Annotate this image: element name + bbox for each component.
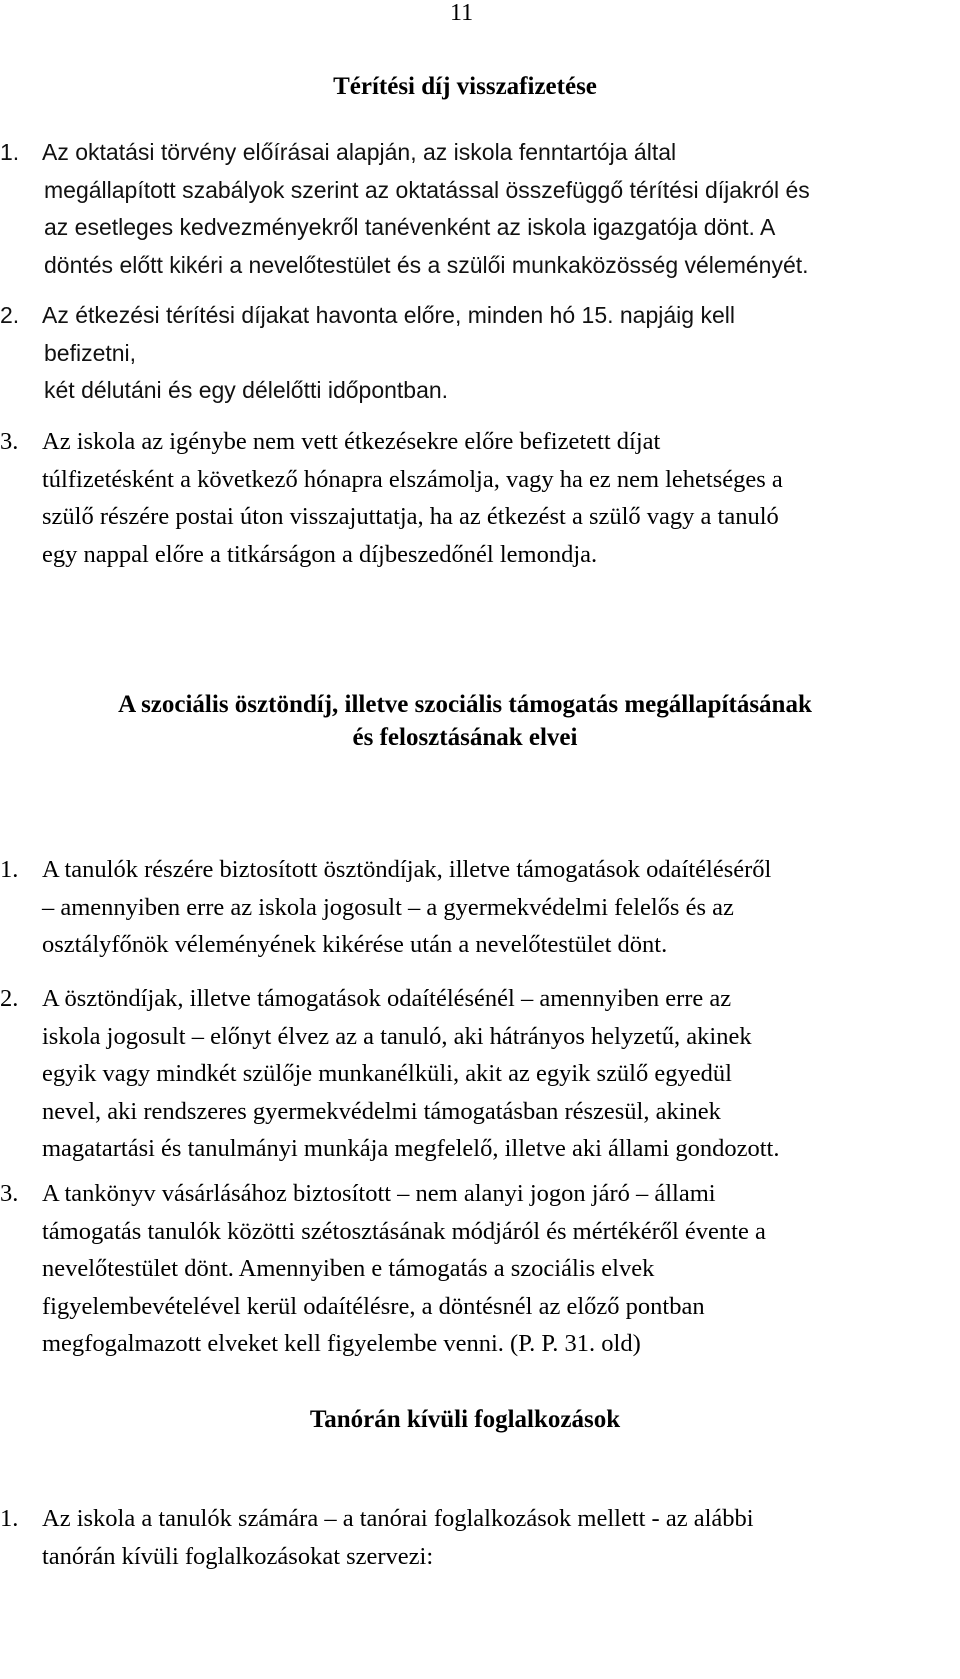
section-title-social-scholarship: A szociális ösztöndíj, illetve szociális támogatás megállapításának és felosztásának elvei [118, 691, 812, 751]
list-item: 3. A tankönyv vásárlásához biztosított – nem alanyi jogon járó – állami támogatás tanulók közötti szétosztásának módjáról és mértékéről évente a nevelőtestület dönt. Amennyiben e támogatás a szociális elvek figyelembevételével kerül odaítélésre, a döntésnél az előző pontban megfogalmazott elveket kell figyelembe venni. (P. P. 31. old) [0, 1180, 766, 1357]
section-title-fee-refund: Térítési díj visszafizetése [333, 73, 597, 100]
list-item: 2. A ösztöndíjak, illetve támogatások odaítélésénél – amennyiben erre az iskola jogosult – előnyt élvez az a tanuló, aki hátrányos helyzetű, akinek egyik vagy mindkét szülője munkanélküli, akit az egyik szülő egyedül nevel, aki rendszeres gyermekvédelmi támogatásban részesül, akinek magatartási és tanulmányi munkája megfelelő, illetve aki állami gondozott. [0, 985, 780, 1162]
list-item: 1. Az iskola a tanulók számára – a tanórai foglalkozások mellett - az alábbi tanórán kívüli foglalkozásokat szervezi: [0, 1505, 754, 1570]
section-title-extracurricular: Tanórán kívüli foglalkozások [309, 1406, 621, 1433]
list-item: 3. Az iskola az igénybe nem vett étkezésekre előre befizetett díjat túlfizetésként a következő hónapra elszámolja, vagy ha ez nem lehetséges a szülő részére postai úton visszajuttatja, ha az étkezést a szülő vagy a tanuló egy nappal előre a titkárságon a díjbeszedőnél lemondja. [0, 428, 783, 568]
list-item: 1. A tanulók részére biztosított ösztöndíjak, illetve támogatások odaítéléséről – amennyiben erre az iskola jogosult – a gyermekvédelmi felelős és az osztályfőnök véleményének kikérése után a nevelőtestület dönt. [0, 856, 772, 958]
page-number: 11 [450, 0, 474, 26]
list-item: 1. Az oktatási törvény előírásai alapján, az iskola fenntartója által megállapított szabályok szerint az oktatással összefüggő térítési díjakról és az esetleges kedvezményekről tanévenként az iskola igazgatója dönt. A döntés előtt kikéri a nevelőtestület és a szülői munkaközösség véleményét. [0, 139, 810, 278]
list-item: 2. Az étkezési térítési díjakat havonta előre, minden hó 15. napjáig kell befizetni, két délutáni és egy délelőtti időpontban. [0, 302, 735, 403]
